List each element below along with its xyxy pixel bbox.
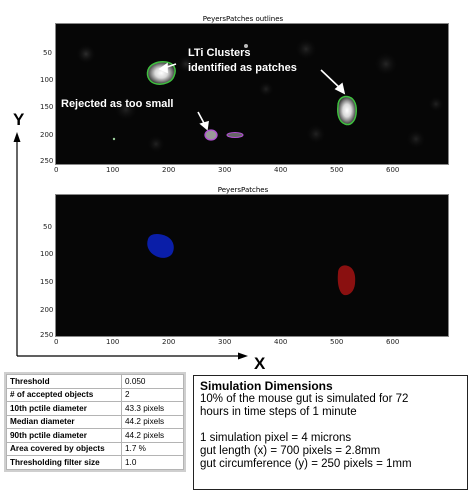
x-tick: 300 [218, 166, 232, 174]
x-tick: 200 [162, 166, 176, 174]
x-tick: 100 [106, 166, 120, 174]
stat-label: Threshold [7, 375, 122, 389]
stat-value: 0.050 [122, 375, 184, 389]
y-tick: 150 [40, 278, 54, 286]
stat-value: 2 [122, 388, 184, 402]
y-tick: 200 [40, 306, 54, 314]
simulation-line: gut circumference (y) = 250 pixels = 1mm [200, 458, 412, 470]
x-tick: 600 [386, 338, 400, 346]
x-tick: 200 [162, 338, 176, 346]
table-row [7, 429, 184, 443]
table-row [7, 415, 184, 429]
table-row [7, 456, 184, 470]
simulation-line: 1 simulation pixel = 4 microns [200, 432, 352, 444]
stat-label: Area covered by objects [7, 442, 122, 456]
stat-value: 1.7 % [122, 442, 184, 456]
x-tick: 300 [218, 338, 232, 346]
x-tick: 400 [274, 338, 288, 346]
y-tick: 150 [40, 103, 54, 111]
table-row [7, 442, 184, 456]
simulation-line: hours in time steps of 1 minute [200, 406, 357, 418]
stat-label: Thresholding filter size [7, 456, 122, 470]
simulation-dimensions-box [193, 375, 468, 490]
stat-value: 44.2 pixels [122, 429, 184, 443]
x-tick: 500 [330, 338, 344, 346]
annotation-lti-clusters: LTi Clusters [188, 47, 251, 59]
stat-label: Median diameter [7, 415, 122, 429]
y-axis-letter: Y [13, 110, 25, 129]
stat-label: # of accepted objects [7, 388, 122, 402]
x-axis-letter: X [254, 354, 266, 373]
stat-value: 43.3 pixels [122, 402, 184, 416]
panel-title-patches: PeyersPatches [217, 186, 269, 194]
simulation-line: gut length (x) = 700 pixels = 2.8mm [200, 445, 381, 457]
x-tick: 600 [386, 166, 400, 174]
x-tick: 0 [54, 166, 59, 174]
y-tick: 200 [40, 131, 54, 139]
table-row [7, 388, 184, 402]
stats-table [6, 374, 184, 470]
simulation-title: Simulation Dimensions [200, 379, 333, 393]
y-tick: 250 [40, 331, 54, 339]
x-tick: 100 [106, 338, 120, 346]
x-tick: 500 [330, 166, 344, 174]
table-row [7, 402, 184, 416]
stat-value: 44.2 pixels [122, 415, 184, 429]
annotation-rejected-too-small: Rejected as too small [61, 98, 174, 110]
x-tick: 400 [274, 166, 288, 174]
x-tick: 0 [54, 338, 59, 346]
stat-label: 90th pctile diameter [7, 429, 122, 443]
y-tick: 250 [40, 157, 54, 165]
panel-title-outlines: PeyersPatches outlines [202, 15, 284, 23]
y-tick: 50 [43, 223, 52, 231]
y-tick: 100 [40, 250, 54, 258]
y-tick: 100 [40, 76, 54, 84]
stat-label: 10th pctile diameter [7, 402, 122, 416]
simulation-line: 10% of the mouse gut is simulated for 72 [200, 393, 409, 405]
annotation-identified-as-patches: identified as patches [188, 62, 297, 74]
stat-value: 1.0 [122, 456, 184, 470]
y-tick: 50 [43, 49, 52, 57]
table-row [7, 375, 184, 389]
